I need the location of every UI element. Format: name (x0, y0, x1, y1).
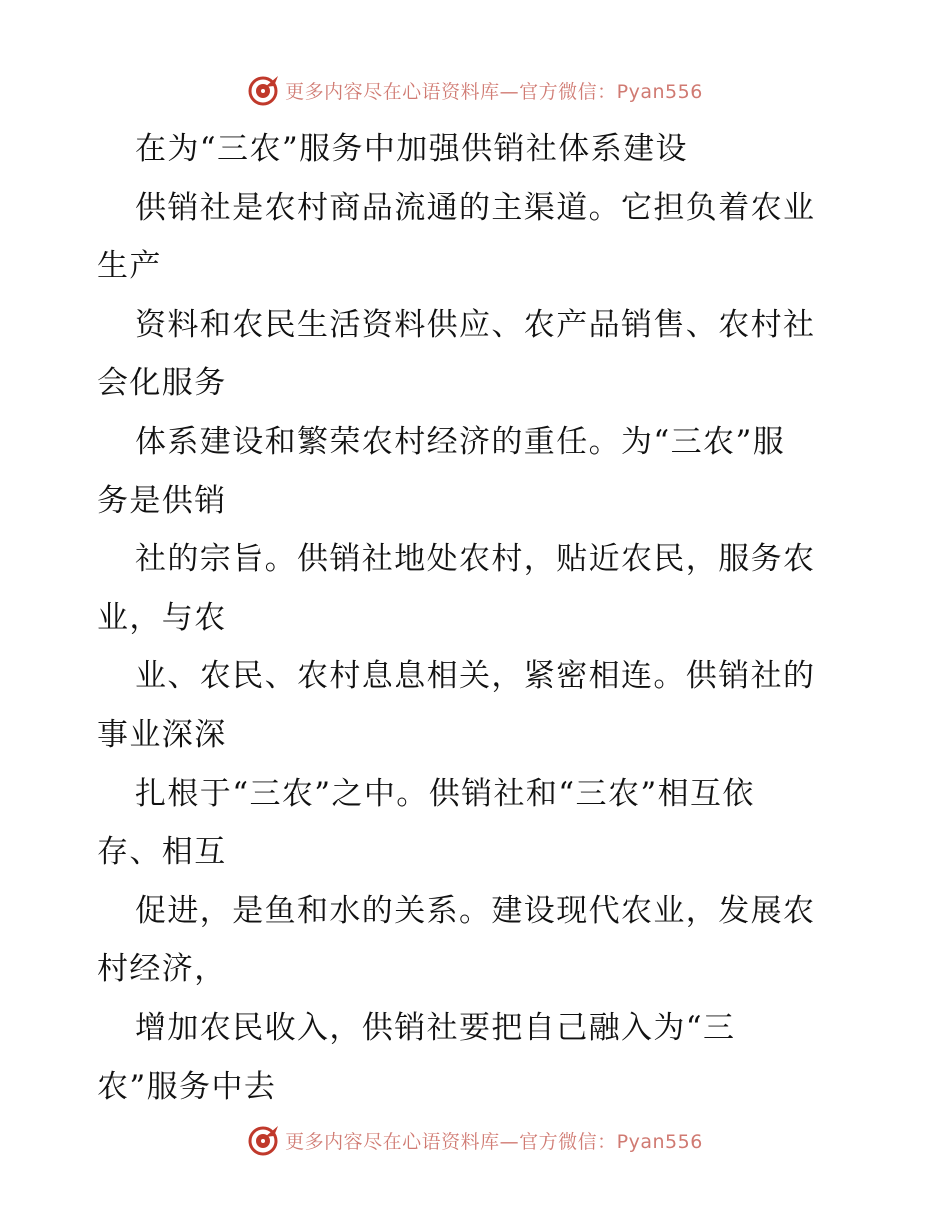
paragraph-line: 增加农民收入，供销社要把自己融入为“三 (135, 1009, 736, 1046)
paragraph-line: 体系建设和繁荣农村经济的重任。为“三农”服 (135, 423, 786, 460)
pen-nib-logo-icon (247, 1123, 281, 1157)
paragraph-line: 会化服务 (97, 365, 227, 402)
paragraph-line: 存、相互 (97, 834, 227, 871)
paragraph-line: 农”服务中去 (97, 1068, 277, 1105)
header-banner-text: 更多内容尽在心语资料库—官方微信：Pyan556 (285, 80, 703, 103)
footer-banner-text: 更多内容尽在心语资料库—官方微信：Pyan556 (285, 1130, 703, 1153)
document-title: 在为“三农”服务中加强供销社体系建设 (135, 131, 688, 167)
header-banner (0, 72, 950, 108)
paragraph-line: 村经济， (97, 951, 227, 988)
paragraph-line: 供销社是农村商品流通的主渠道。它担负着农业 (135, 189, 816, 226)
paragraph-line: 促进，是鱼和水的关系。建设现代农业，发展农 (135, 892, 816, 929)
pen-nib-logo-icon (247, 73, 281, 107)
footer-banner (0, 1122, 950, 1158)
paragraph-line: 社的宗旨。供销社地处农村，贴近农民，服务农 (135, 541, 816, 578)
paragraph-line: 务是供销 (97, 482, 227, 519)
paragraph-line: 业、农民、农村息息相关，紧密相连。供销社的 (135, 658, 816, 695)
document-body (97, 120, 857, 1116)
paragraph-line: 事业深深 (97, 716, 227, 753)
paragraph-line: 业，与农 (97, 599, 227, 636)
paragraph-line: 生产 (97, 248, 162, 285)
paragraph-line: 扎根于“三农”之中。供销社和“三农”相互依 (135, 775, 755, 812)
paragraph-line: 资料和农民生活资料供应、农产品销售、农村社 (135, 306, 816, 343)
